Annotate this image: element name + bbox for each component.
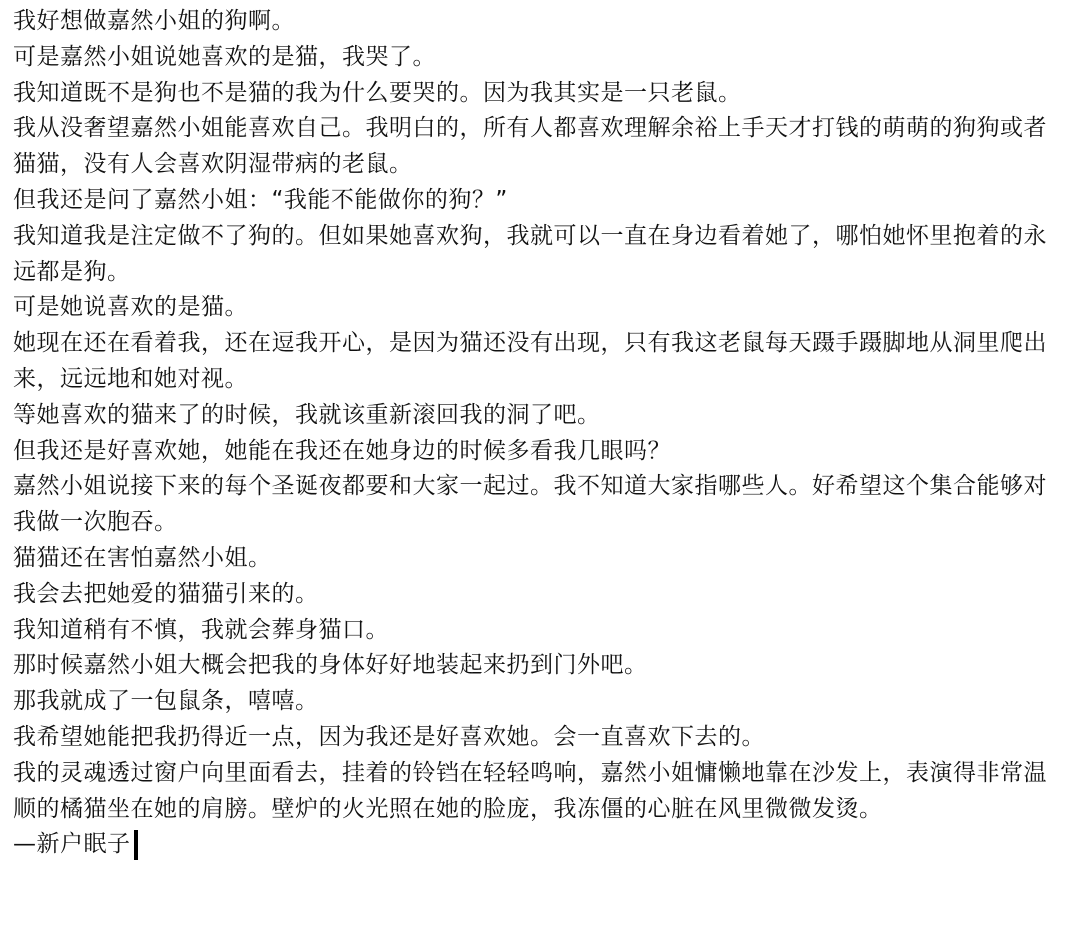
paragraph: 我希望她能把我扔得近一点，因为我还是好喜欢她。会一直喜欢下去的。 xyxy=(13,723,765,750)
paragraph: 那我就成了一包鼠条，嘻嘻。 xyxy=(13,688,319,715)
paragraph: 我知道我是注定做不了狗的。但如果她喜欢狗，我就可以一直在身边看着她了，哪怕她怀里抱着的永远都是狗。 xyxy=(13,222,1047,285)
paragraph: 她现在还在看着我，还在逗我开心，是因为猫还没有出现，只有我这老鼠每天蹑手蹑脚地从洞里爬出来，远远地和她对视。 xyxy=(13,330,1047,392)
paragraph: 我好想做嘉然小姐的狗啊。 xyxy=(13,8,295,34)
paragraph: 等她喜欢的猫来了的时候，我就该重新滚回我的洞了吧。 xyxy=(13,401,601,428)
text-cursor xyxy=(134,830,138,860)
paragraph: 我知道既不是狗也不是猫的我为什么要哭的。因为我其实是一只老鼠。 xyxy=(13,79,742,106)
paragraph: 但我还是问了嘉然小姐：“我能不能做你的狗？” xyxy=(13,186,508,213)
document-body xyxy=(13,4,1063,863)
paragraph: 嘉然小姐说接下来的每个圣诞夜都要和大家一起过。我不知道大家指哪些人。好希望这个集合能够对我做一次胞吞。 xyxy=(13,473,1047,536)
paragraph: 我的灵魂透过窗户向里面看去，挂着的铃铛在轻轻鸣响，嘉然小姐慵懒地靠在沙发上，表演得非常温顺的橘猫坐在她的肩膀。壁炉的火光照在她的脸庞，我冻僵的心脏在风里微微发烫。 xyxy=(13,759,1047,822)
paragraph: 可是嘉然小姐说她喜欢的是猫，我哭了。 xyxy=(13,43,436,70)
paragraph: 可是她说喜欢的是猫。 xyxy=(13,294,248,321)
paragraph: 但我还是好喜欢她，她能在我还在她身边的时候多看我几眼吗？ xyxy=(13,437,671,464)
paragraph: 我会去把她爱的猫猫引来的。 xyxy=(13,580,319,607)
paragraph: 猫猫还在害怕嘉然小姐。 xyxy=(13,544,272,571)
paragraph: 那时候嘉然小姐大概会把我的身体好好地装起来扔到门外吧。 xyxy=(13,652,648,679)
paragraph: 我知道稍有不慎，我就会葬身猫口。 xyxy=(13,616,389,643)
signature: —新户眠子 xyxy=(13,831,131,858)
paragraph: 我从没奢望嘉然小姐能喜欢自己。我明白的，所有人都喜欢理解余裕上手天才打钱的萌萌的狗狗或者猫猫，没有人会喜欢阴湿带病的老鼠。 xyxy=(13,115,1047,178)
signature-line[interactable] xyxy=(13,827,1063,863)
